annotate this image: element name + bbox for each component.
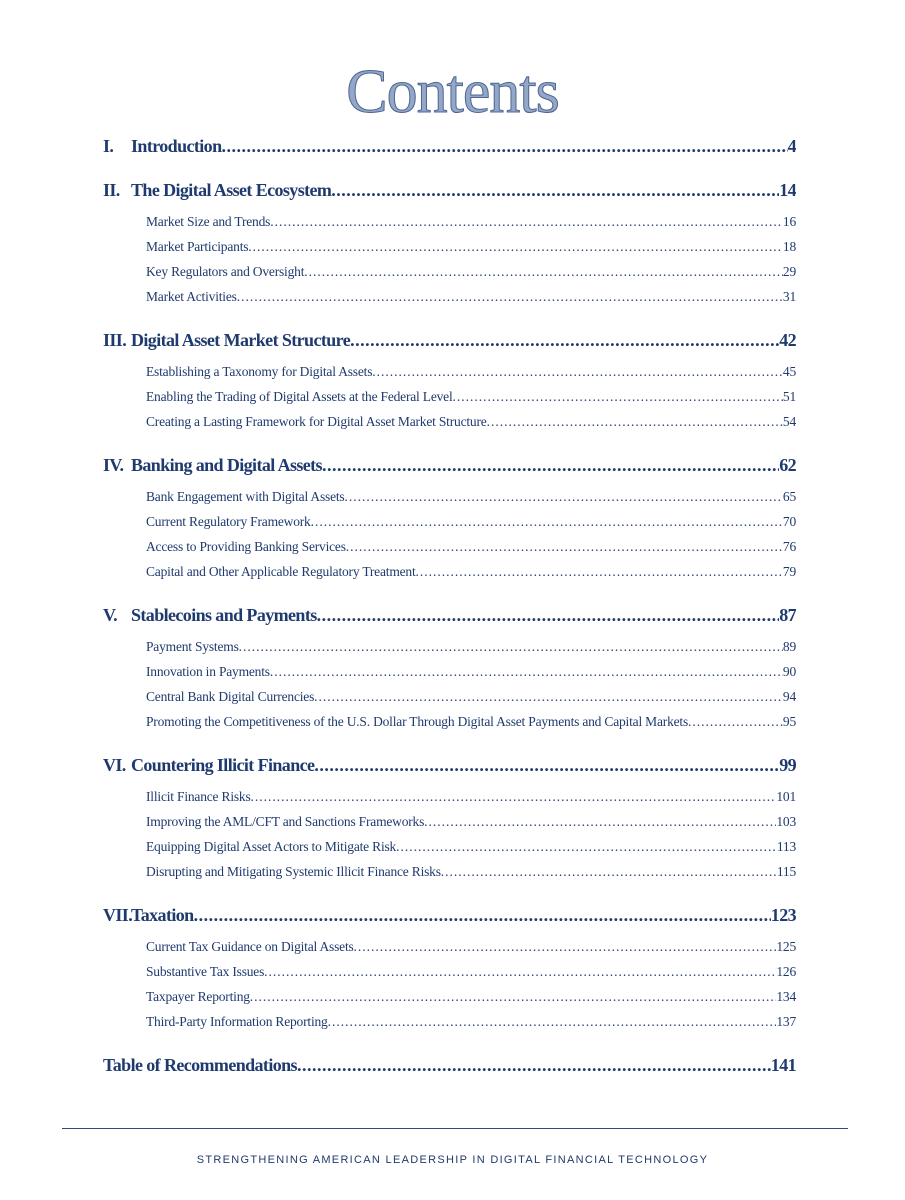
toc-section-heading[interactable] xyxy=(103,903,796,928)
dot-leader xyxy=(344,484,782,509)
toc-subsection[interactable] xyxy=(103,859,796,884)
toc-subsection[interactable] xyxy=(103,934,796,959)
page-number: 54 xyxy=(782,414,796,429)
dot-leader xyxy=(354,934,777,959)
dot-leader xyxy=(237,284,783,309)
subsection-title: Creating a Lasting Framework for Digital Asset Market Structure xyxy=(146,414,487,429)
toc-section xyxy=(103,753,796,884)
page-number: 89 xyxy=(782,639,796,654)
toc-subsection[interactable] xyxy=(103,959,796,984)
toc-section-heading[interactable] xyxy=(103,753,796,778)
subsection-title: Taxpayer Reporting xyxy=(146,989,250,1004)
dot-leader xyxy=(250,984,777,1009)
dot-leader xyxy=(441,859,777,884)
toc-subsection[interactable] xyxy=(103,709,796,734)
toc-section-heading[interactable] xyxy=(103,603,796,628)
dot-leader xyxy=(346,534,783,559)
subsection-title: Market Activities xyxy=(146,289,237,304)
toc-section xyxy=(103,1053,796,1078)
page-number: 51 xyxy=(782,389,796,404)
toc-section xyxy=(103,903,796,1034)
dot-leader xyxy=(350,328,779,353)
toc-subsection[interactable] xyxy=(103,559,796,584)
footer-text: STRENGTHENING AMERICAN LEADERSHIP IN DIGITAL FINANCIAL TECHNOLOGY xyxy=(196,1154,709,1166)
toc-subsection[interactable] xyxy=(103,634,796,659)
toc-subsection[interactable] xyxy=(103,834,796,859)
dot-leader xyxy=(317,603,780,628)
page-number: 76 xyxy=(782,539,796,554)
dot-leader xyxy=(270,209,783,234)
table-of-contents xyxy=(103,134,796,1078)
toc-section-heading[interactable] xyxy=(103,178,796,203)
dot-leader xyxy=(251,784,777,809)
subsection-title: Market Size and Trends xyxy=(146,214,271,229)
subsection-title: Bank Engagement with Digital Assets xyxy=(146,489,345,504)
toc-section-heading[interactable] xyxy=(103,1053,796,1078)
section-number: I. xyxy=(103,136,114,156)
toc-section xyxy=(103,134,796,159)
subsection-title: Equipping Digital Asset Actors to Mitigate Risk xyxy=(146,839,397,854)
subsection-title: Disrupting and Mitigating Systemic Illicit Finance Risks xyxy=(146,864,441,879)
subsection-title: Enabling the Trading of Digital Assets at the Federal Level xyxy=(146,389,453,404)
dot-leader xyxy=(270,659,783,684)
page-title: Contents xyxy=(346,58,559,126)
section-title: Introduction xyxy=(131,136,222,156)
section-title: Stablecoins and Payments xyxy=(131,605,317,625)
dot-leader xyxy=(239,634,783,659)
subsection-title: Innovation in Payments xyxy=(146,664,270,679)
dot-leader xyxy=(314,753,779,778)
subsection-title: Key Regulators and Oversight xyxy=(146,264,305,279)
toc-section xyxy=(103,178,796,309)
page-number: 29 xyxy=(782,264,796,279)
dot-leader xyxy=(248,234,783,259)
page-number: 79 xyxy=(782,564,796,579)
dot-leader xyxy=(328,1009,777,1034)
dot-leader xyxy=(453,384,783,409)
toc-subsection[interactable] xyxy=(103,1009,796,1034)
toc-section xyxy=(103,328,796,434)
page-number: 42 xyxy=(779,330,796,350)
toc-section xyxy=(103,603,796,734)
page-number: 123 xyxy=(770,905,796,925)
page-number: 113 xyxy=(776,839,796,854)
toc-subsection[interactable] xyxy=(103,809,796,834)
subsection-title: Current Tax Guidance on Digital Assets xyxy=(146,939,354,954)
toc-subsection[interactable] xyxy=(103,484,796,509)
dot-leader xyxy=(396,834,777,859)
page-number: 125 xyxy=(776,939,796,954)
section-title: Countering Illicit Finance xyxy=(131,755,315,775)
subsection-title: Substantive Tax Issues xyxy=(146,964,265,979)
section-title: The Digital Asset Ecosystem xyxy=(131,180,332,200)
toc-subsection[interactable] xyxy=(103,259,796,284)
toc-section xyxy=(103,453,796,584)
toc-subsection[interactable] xyxy=(103,359,796,384)
subsection-title: Establishing a Taxonomy for Digital Assets xyxy=(146,364,373,379)
dot-leader xyxy=(322,453,779,478)
toc-subsection[interactable] xyxy=(103,784,796,809)
subsection-title: Market Participants xyxy=(146,239,249,254)
page-number: 99 xyxy=(779,755,796,775)
section-title: Table of Recommendations xyxy=(103,1055,297,1075)
page-number: 4 xyxy=(787,136,796,156)
page-number: 137 xyxy=(776,1014,796,1029)
toc-subsection[interactable] xyxy=(103,684,796,709)
page-number: 70 xyxy=(782,514,796,529)
section-title: Digital Asset Market Structure xyxy=(131,330,351,350)
subsection-title: Payment Systems xyxy=(146,639,239,654)
dot-leader xyxy=(264,959,776,984)
page-number: 134 xyxy=(776,989,796,1004)
dot-leader xyxy=(222,134,788,159)
page-number: 62 xyxy=(779,455,796,475)
section-number: VI. xyxy=(103,755,126,775)
subsection-title: Capital and Other Applicable Regulatory Treatment xyxy=(146,564,416,579)
dot-leader xyxy=(331,178,779,203)
subsection-title: Improving the AML/CFT and Sanctions Frameworks xyxy=(146,814,425,829)
dot-leader xyxy=(311,509,783,534)
section-title: Taxation xyxy=(131,905,194,925)
toc-section-heading[interactable] xyxy=(103,328,796,353)
dot-leader xyxy=(416,559,783,584)
toc-section-heading[interactable] xyxy=(103,134,796,159)
footer-divider xyxy=(62,1128,848,1129)
toc-subsection[interactable] xyxy=(103,984,796,1009)
page-number: 141 xyxy=(770,1055,796,1075)
toc-subsection[interactable] xyxy=(103,209,796,234)
section-number: V. xyxy=(103,605,117,625)
dot-leader xyxy=(314,684,783,709)
section-number: II. xyxy=(103,180,120,200)
toc-subsection[interactable] xyxy=(103,234,796,259)
page-number: 87 xyxy=(779,605,796,625)
dot-leader xyxy=(297,1053,771,1078)
page-number: 126 xyxy=(776,964,796,979)
page-number: 94 xyxy=(782,689,796,704)
toc-subsection[interactable] xyxy=(103,384,796,409)
toc-subsection[interactable] xyxy=(103,534,796,559)
subsection-title: Current Regulatory Framework xyxy=(146,514,311,529)
section-number: IV. xyxy=(103,455,124,475)
dot-leader xyxy=(487,409,783,434)
subsection-title: Central Bank Digital Currencies xyxy=(146,689,315,704)
page-number: 65 xyxy=(782,489,796,504)
subsection-title: Illicit Finance Risks xyxy=(146,789,251,804)
toc-subsection[interactable] xyxy=(103,409,796,434)
section-title: Banking and Digital Assets xyxy=(131,455,322,475)
page-number: 16 xyxy=(782,214,796,229)
page-number: 18 xyxy=(782,239,796,254)
dot-leader xyxy=(304,259,783,284)
page-number: 31 xyxy=(782,289,796,304)
page-number: 45 xyxy=(782,364,796,379)
section-number: III. xyxy=(103,330,127,350)
dot-leader xyxy=(372,359,783,384)
dot-leader xyxy=(194,903,771,928)
subsection-title: Promoting the Competitiveness of the U.S. Dollar Through Digital Asset Payments and Capital Markets xyxy=(146,714,689,729)
page-number: 90 xyxy=(782,664,796,679)
toc-subsection[interactable] xyxy=(103,659,796,684)
page-number: 115 xyxy=(776,864,796,879)
section-number: VII. xyxy=(103,905,133,925)
toc-subsection[interactable] xyxy=(103,509,796,534)
toc-subsection[interactable] xyxy=(103,284,796,309)
subsection-title: Third-Party Information Reporting xyxy=(146,1014,328,1029)
dot-leader xyxy=(688,709,783,734)
page-number: 103 xyxy=(776,814,796,829)
page-number: 95 xyxy=(782,714,796,729)
subsection-title: Access to Providing Banking Services xyxy=(146,539,346,554)
page-number: 101 xyxy=(776,789,796,804)
toc-section-heading[interactable] xyxy=(103,453,796,478)
page-number: 14 xyxy=(779,180,796,200)
dot-leader xyxy=(424,809,776,834)
